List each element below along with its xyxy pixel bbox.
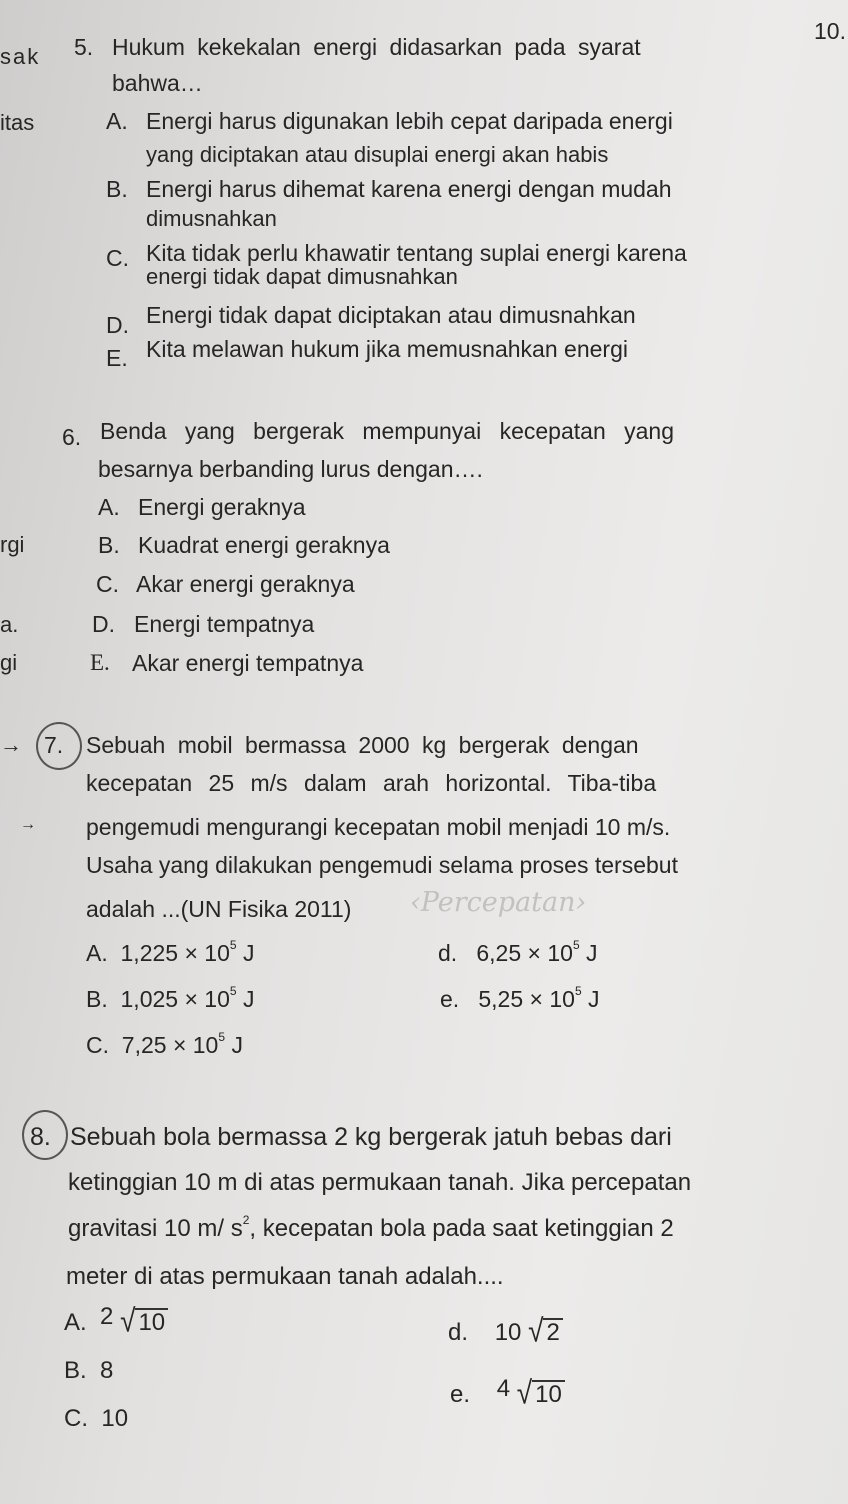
option-coefficient: 10 [494,1319,522,1346]
option-text: Energi harus digunakan lebih cepat daripada energi [146,108,673,134]
option-coefficient: 4 [496,1375,511,1402]
question-stem [68,1213,674,1242]
option-b [64,1358,113,1384]
question-number: 6. [62,424,82,450]
option-text: energi tidak dapat dimusnahkan [146,264,458,289]
option-radicand: 10 [532,1380,565,1408]
option-text: Akar energi tempatnya [132,650,364,676]
option-b [86,986,254,1012]
option-mantissa: 1,225 [120,940,179,966]
option-radicand: 10 [135,1308,168,1336]
question-stem: Usaha yang dilakukan pengemudi selama proses tersebut [86,852,678,878]
option-letter: D. [106,312,129,338]
square-root-icon: √ [120,1302,136,1339]
option-c [64,1406,128,1432]
option-letter: A. [64,1309,87,1336]
question-stem: besarnya berbanding lurus dengan…. [98,456,483,482]
handwritten-note: ‹Percepatan› [410,887,587,918]
option-exponent: 5 [229,938,237,952]
option-unit: J [588,986,600,1012]
option-coefficient: 2 [100,1303,114,1330]
question-stem: Sebuah bola bermassa 2 kg bergerak jatuh bebas dari [70,1123,672,1151]
option-exponent: 5 [229,984,237,998]
option-letter: C. [64,1405,88,1432]
question-stem-source: adalah ...(UN Fisika 2011) [86,896,352,922]
option-letter: C. [106,245,129,271]
option-unit: J [242,986,255,1012]
option-exponent: 5 [572,938,580,952]
question-stem: kecepatan 25 m/s dalam arah horizontal. Tiba-tiba [86,770,657,796]
option-letter: d. [438,940,458,966]
question-number: 7. [44,732,64,758]
square-root-icon: √ [516,1374,533,1411]
option-e [450,1374,565,1411]
option-exponent: 5 [218,1030,226,1044]
option-text: Kuadrat energi geraknya [138,532,390,558]
square-root-icon: √ [528,1312,544,1349]
option-letter: e. [440,986,460,1012]
question-stem [86,896,351,922]
option-letter: A. [98,494,120,520]
question-number: 8. [30,1123,51,1151]
option-mantissa: 5,25 [478,986,524,1012]
question-stem: meter di atas permukaan tanah adalah.... [66,1263,504,1290]
option-value: 10 [101,1405,129,1432]
option-letter: B. [106,176,128,202]
option-letter: B. [64,1357,87,1384]
option-letter: E. [90,650,110,675]
option-letter: B. [98,532,120,558]
option-a [64,1302,168,1339]
option-letter: C. [96,571,119,597]
option-letter: B. [86,986,108,1012]
option-letter: A. [86,940,108,966]
option-d [448,1312,563,1349]
question-stem-rest: , kecepatan bola pada saat ketinggian 2 [249,1215,674,1242]
gravity-text: gravitasi 10 m/ s [68,1215,243,1242]
option-unit: J [231,1032,243,1058]
times-sign: × [529,986,543,1012]
arrow-mark-2: → [20,816,36,833]
option-mantissa: 1,025 [120,986,179,1012]
question-stem: ketinggian 10 m di atas permukaan tanah. Jika percepatan [68,1169,692,1196]
option-letter: d. [448,1319,469,1346]
option-radicand: 2 [543,1318,562,1346]
times-sign: × [172,1032,187,1058]
option-letter: e. [450,1381,471,1408]
option-c [86,1032,243,1058]
arrow-mark-1: → [0,732,22,757]
option-e [440,986,600,1012]
question-stem: pengemudi mengurangi kecepatan mobil menjadi 10 m/s. [86,814,671,840]
option-base: 10 [204,986,230,1012]
option-text: Kita melawan hukum jika memusnahkan energi [146,336,628,362]
option-text: dimusnahkan [146,206,277,231]
page-number-10: 10. [814,18,846,44]
squared-exponent: 2 [242,1213,250,1227]
option-base: 10 [204,940,230,966]
option-d [438,940,598,966]
option-value: 8 [100,1357,114,1384]
question-stem: Hukum kekekalan energi didasarkan pada syarat [112,34,641,60]
left-fragment-itas: itas [0,110,35,135]
option-text: Energi tempatnya [134,611,315,637]
option-base: 10 [192,1032,219,1058]
option-mantissa: 7,25 [121,1032,167,1058]
times-sign: × [184,940,198,966]
option-text: Kita tidak perlu khawatir tentang suplai energi karena [146,240,687,266]
left-fragment-a: a. [0,612,19,637]
option-unit: J [242,940,255,966]
left-fragment-gi: gi [0,650,18,675]
question-stem: Sebuah mobil bermassa 2000 kg bergerak dengan [86,732,639,758]
times-sign: × [184,986,198,1012]
option-text: yang diciptakan atau disuplai energi akan habis [146,142,609,167]
option-base: 10 [547,940,573,966]
question-number: 5. [74,34,94,60]
left-fragment-sak: sak [0,44,41,69]
times-sign: × [527,940,541,966]
option-text: Energi tidak dapat diciptakan atau dimusnahkan [146,302,636,328]
option-text: Akar energi geraknya [136,571,355,597]
option-letter: A. [106,108,128,134]
question-stem: bahwa… [112,70,203,96]
option-mantissa: 6,25 [476,940,522,966]
option-letter: E. [106,345,128,371]
option-text: Energi geraknya [138,494,306,520]
option-letter: D. [92,611,115,637]
option-unit: J [586,940,598,966]
option-letter: C. [86,1032,109,1058]
left-fragment-rgi: rgi [0,532,25,557]
option-base: 10 [549,986,575,1012]
option-exponent: 5 [574,984,582,998]
option-a [86,940,254,966]
option-text: Energi harus dihemat karena energi dengan mudah [146,176,672,202]
question-stem: Benda yang bergerak mempunyai kecepatan yang [100,418,675,444]
